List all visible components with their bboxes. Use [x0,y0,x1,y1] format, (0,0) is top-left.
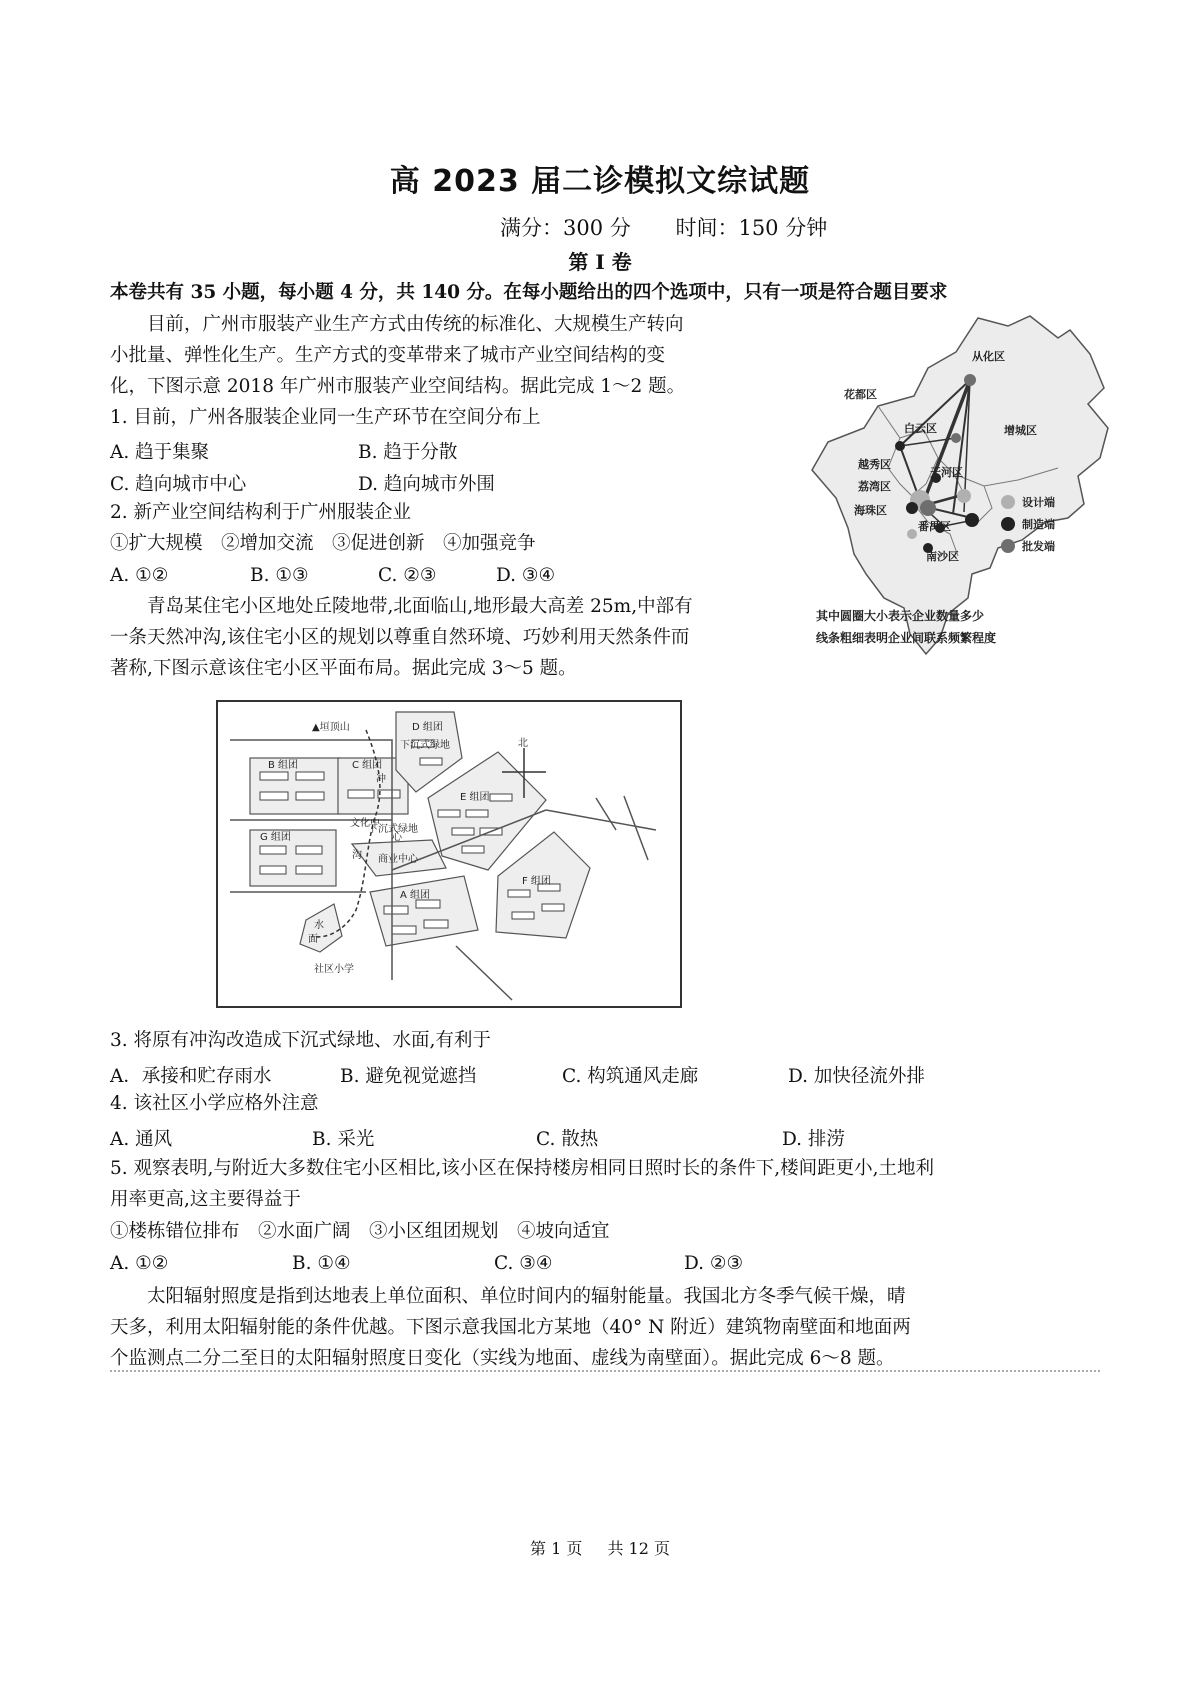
district-label: 白云区 [904,422,937,435]
passage-line: 化，下图示意 2018 年广州市服装产业空间结构。据此完成 1～2 题。 [110,376,686,397]
group-label: G 组团 [260,832,291,843]
dotted-divider [110,1370,1100,1372]
passage-line: 太阳辐射照度是指到达地表上单位面积、单位时间内的辐射能量。我国北方冬季气候干燥，晴 [147,1286,906,1307]
passage-line: 小批量、弹性化生产。生产方式的变革带来了城市产业空间结构的变 [110,345,666,366]
wholesale-node [964,374,976,386]
q2-option-b: B. ①③ [250,565,309,586]
design-node [907,529,917,539]
manufacture-node [906,502,918,514]
residential-layout-map [216,700,682,1008]
manufacture-node [895,441,905,451]
passage-line: 青岛某住宅小区地处丘陵地带,北面临山,地形最大高差 25m,中部有 [147,596,693,617]
group-label: B 组团 [268,760,299,771]
district-label: 荔湾区 [858,480,891,493]
q1-option-a: A. 趋于集聚 [110,442,210,463]
group-label: D 组团 [412,722,443,733]
q4-option-c: C. 散热 [536,1129,599,1150]
design-node [957,489,971,503]
wholesale-node [951,433,961,443]
legend-label: 设计端 [1022,496,1055,509]
guangzhou-industry-map [808,308,1118,708]
q3-option-b: B. 避免视觉遮挡 [340,1066,477,1087]
group-label: E 组团 [460,792,490,803]
question-5-stem-cont: 用率更高,这主要得益于 [110,1189,301,1210]
gully-label: 冲 [376,774,386,785]
exam-time: 时间：150 分钟 [675,216,828,240]
q4-option-d: D. 排涝 [782,1129,845,1150]
q2-option-d: D. ③④ [496,565,556,586]
culture-center-label: 文化中 [350,818,380,829]
water-label: 面 [308,934,318,945]
q1-option-b: B. 趋于分散 [358,442,458,463]
q5-option-b: B. ①④ [292,1253,351,1274]
legend-wholesale-swatch [1001,539,1015,553]
full-score: 满分：300 分 [500,216,631,240]
manufacture-node [965,513,979,527]
q2-option-c: C. ②③ [378,565,437,586]
group-label: A 组团 [400,890,431,901]
q5-option-a: A. ①② [110,1253,169,1274]
question-1-stem: 1. 目前，广州各服装企业同一生产环节在空间分布上 [110,407,541,428]
passage-2 [110,591,800,684]
sunken-green-label: 下沉式绿地 [368,824,418,835]
map-note-lines: 线条粗细表明企业间联系频繁程度 [816,631,997,645]
q4-option-a: A. 通风 [110,1129,173,1150]
gully-label: 沟 [352,850,362,861]
commerce-center-label: 商业中心 [378,854,418,865]
passage-line: 天多，利用太阳辐射能的条件优越。下图示意我国北方某地（40° N 附近）建筑物南壁面和地面两 [110,1317,911,1338]
passage-1 [110,309,790,402]
group-label: F 组团 [522,876,551,887]
mountain-label: ▲垣顶山 [312,722,350,733]
district-label: 番禺区 [918,520,951,533]
passage-line: 著称,下图示意该住宅小区平面布局。据此完成 3～5 题。 [110,658,577,679]
question-3-stem: 3. 将原有冲沟改造成下沉式绿地、水面,有利于 [110,1030,491,1051]
q1-option-d: D. 趋向城市外围 [358,474,495,495]
q5-items: ①楼栋错位排布 ②水面广阔 ③小区组团规划 ④坡向适宜 [110,1221,610,1242]
question-2-stem: 2. 新产业空间结构利于广州服装企业 [110,502,412,523]
q3-option-a: A．承接和贮存雨水 [110,1066,272,1087]
instructions: 本卷共有 35 小题，每小题 4 分，共 140 分。在每小题给出的四个选项中，只有一项是符合题目要求 [110,282,948,303]
q4-option-b: B. 采光 [312,1129,375,1150]
page-title: 高 2023 届二诊模拟文综试题 [389,164,811,199]
page-total: 共 12 页 [607,1539,670,1558]
legend-design-swatch [1001,495,1015,509]
question-5-stem: 5. 观察表明,与附近大多数住宅小区相比,该小区在保持楼房相同日照时长的条件下,楼间距更小,土地利 [110,1158,935,1179]
volume-heading: 第 I 卷 [568,250,632,274]
passage-line: 个监测点二分二至日的太阳辐射照度日变化（实线为地面、虚线为南壁面）。据此完成 6～8 题。 [110,1348,895,1369]
question-4-stem: 4. 该社区小学应格外注意 [110,1093,319,1114]
legend-label: 批发端 [1022,540,1055,553]
q5-option-c: C. ③④ [494,1253,553,1274]
legend-label: 制造端 [1022,518,1055,531]
passage-line: 一条天然冲沟,该住宅小区的规划以尊重自然环境、巧妙利用天然条件而 [110,627,690,648]
district-label: 增城区 [1004,424,1037,437]
district-label: 花都区 [844,388,877,401]
district-label: 从化区 [972,350,1005,363]
water-label: 水 [314,920,324,931]
q5-option-d: D. ②③ [684,1253,744,1274]
district-label: 越秀区 [858,458,891,471]
exam-info [500,212,865,242]
passage-3 [110,1281,1100,1374]
district-label: 南沙区 [926,550,959,563]
wholesale-node [920,500,936,516]
legend-manufacture-swatch [1001,517,1015,531]
map-legend [1001,495,1055,553]
q1-option-c: C. 趋向城市中心 [110,474,247,495]
q3-option-d: D. 加快径流外排 [788,1066,925,1087]
district-label: 天河区 [930,466,963,479]
passage-line: 目前，广州市服装产业生产方式由传统的标准化、大规模生产转向 [147,314,684,335]
q3-option-c: C. 构筑通风走廊 [562,1066,699,1087]
page-footer [0,1536,1200,1559]
page-number: 第 1 页 [530,1539,583,1558]
culture-center-label: 心 [392,832,402,843]
group-label: C 组团 [352,760,383,771]
school-label: 社区小学 [314,964,354,975]
sunken-green-label: 下沉式绿地 [400,740,450,751]
district-label: 海珠区 [854,504,887,517]
q2-items: ①扩大规模 ②增加交流 ③促进创新 ④加强竞争 [110,533,536,554]
q2-option-a: A. ①② [110,565,169,586]
map-note-size: 其中圆圈大小表示企业数量多少 [816,609,985,623]
north-label: 北 [518,738,528,749]
